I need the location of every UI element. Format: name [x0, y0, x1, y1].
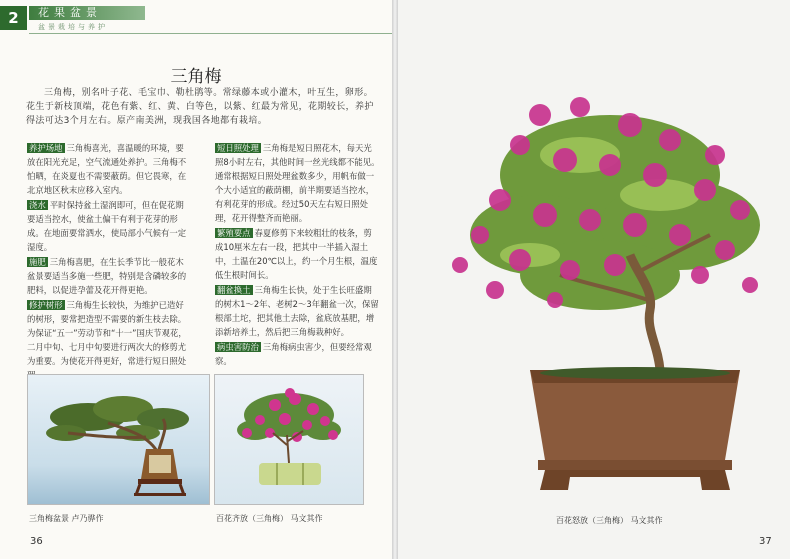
- section-paragraph: [27, 298, 192, 382]
- section-tag: 翻盆换土: [217, 285, 251, 295]
- photo-caption-1: 三角梅盆景 卢乃骅作: [29, 514, 104, 523]
- main-photo-caption: 百花怒放（三角梅） 马文其作: [556, 516, 663, 525]
- bonsai-illustration-1: [28, 375, 209, 504]
- bougainvillea-bonsai-photo: [420, 85, 780, 510]
- page-number-right: 37: [759, 536, 772, 547]
- section-text: 三角梅生长较快，为维护已造好的树形，要常把造型不需要的新生枝去除。为保证“五一”劳动节和“十一”国庆节观花，二月中旬、七月中旬要进行两次大的修剪尤为重要。为使花开得更好，常进行短日照处: [27, 300, 187, 366]
- bonsai-illustration-2: [215, 375, 363, 504]
- section-tag: 短日照处理: [217, 143, 259, 153]
- section-tag: 修护树形: [29, 300, 63, 310]
- photo-caption-2: 百花齐放（三角梅） 马文其作: [216, 514, 323, 523]
- header-title: 花果盆景: [38, 6, 102, 19]
- section-tag: 浇水: [29, 200, 46, 210]
- section-paragraph: [215, 141, 380, 225]
- bonsai-photo-2: [214, 374, 364, 505]
- section-paragraph: [27, 198, 192, 254]
- section-text: 三角梅是短日照花木，每天光照8小时左右，其他时间一丝光线都不能见。通常根据短日照处理盆数多少，用帆布做一个大小适宜的蔽荫棚，前半期要适当控水，有利花芽的形成。经过50天左右短日照处理，花开得整齐而艳丽。: [215, 143, 380, 223]
- section-paragraph: [27, 141, 192, 197]
- section-text: 三角梅病虫害少，但要经常观察。: [215, 342, 372, 366]
- header-subtitle: 盆景栽培与养护: [38, 23, 108, 31]
- section-tag: 病虫害防治: [217, 342, 259, 352]
- intro-paragraph: 三角梅，别名叶子花、毛宝巾、勒杜鹃等。常绿藤本或小灌木，叶互生，卵形。花生于新枝顶端，花色有紫、红、黄、白等色，以紫、红最为常见，花期较长，养护得法可达3个月左右。原产南美洲，现我国各地都有栽培。: [26, 88, 374, 126]
- left-page: [0, 0, 392, 559]
- section-text: 三角梅喜光，喜温暖的环境，要放在阳光充足，空气流通处养护。三角梅不怕晒，在炎夏也不需要蔽荫。但它畏寒，在北京地区秋末应移入室内。: [27, 143, 187, 195]
- page-title: 三角梅: [170, 67, 222, 87]
- section-text: 三角梅生长快，处于生长旺盛期的树木1～2年、老树2～3年翻盆一次，保留根部土坨，把其他土去除，盆底放基肥，增添新培养土，然后把三角梅栽种好。: [215, 285, 379, 337]
- chapter-number-tab: 2: [0, 6, 27, 30]
- section-text: 春夏修剪下来较粗壮的枝条，剪成10厘米左右一段，把其中一半插入湿土中，土温在20℃以上，约一个月生根，温度低生根时间长。: [215, 228, 378, 280]
- section-paragraph: [215, 283, 380, 339]
- text-column-1: [27, 141, 192, 383]
- section-text: 平时保持盆土湿润即可，但在促花期要适当控水，使盆土偏干有利于花芽的形成。在地面要常洒水，使局部小气候有一定湿度。: [27, 200, 187, 252]
- header-rule: [29, 33, 392, 34]
- page-number-left: 36: [30, 536, 43, 547]
- bougainvillea-illustration: [420, 85, 780, 510]
- bonsai-photo-1: [27, 374, 210, 505]
- section-tag: 施肥: [29, 257, 46, 267]
- section-paragraph: [27, 255, 192, 297]
- section-paragraph: [215, 340, 380, 368]
- section-tag: 养护场地: [29, 143, 63, 153]
- text-column-2: [215, 141, 380, 369]
- section-text: 三角梅喜肥，在生长季节比一般花木盆景要适当多施一些肥，特别是含磷较多的肥料，以促进孕蕾及花开得更艳。: [27, 257, 187, 295]
- section-tag: 繁殖要点: [217, 228, 251, 238]
- section-paragraph: [215, 226, 380, 282]
